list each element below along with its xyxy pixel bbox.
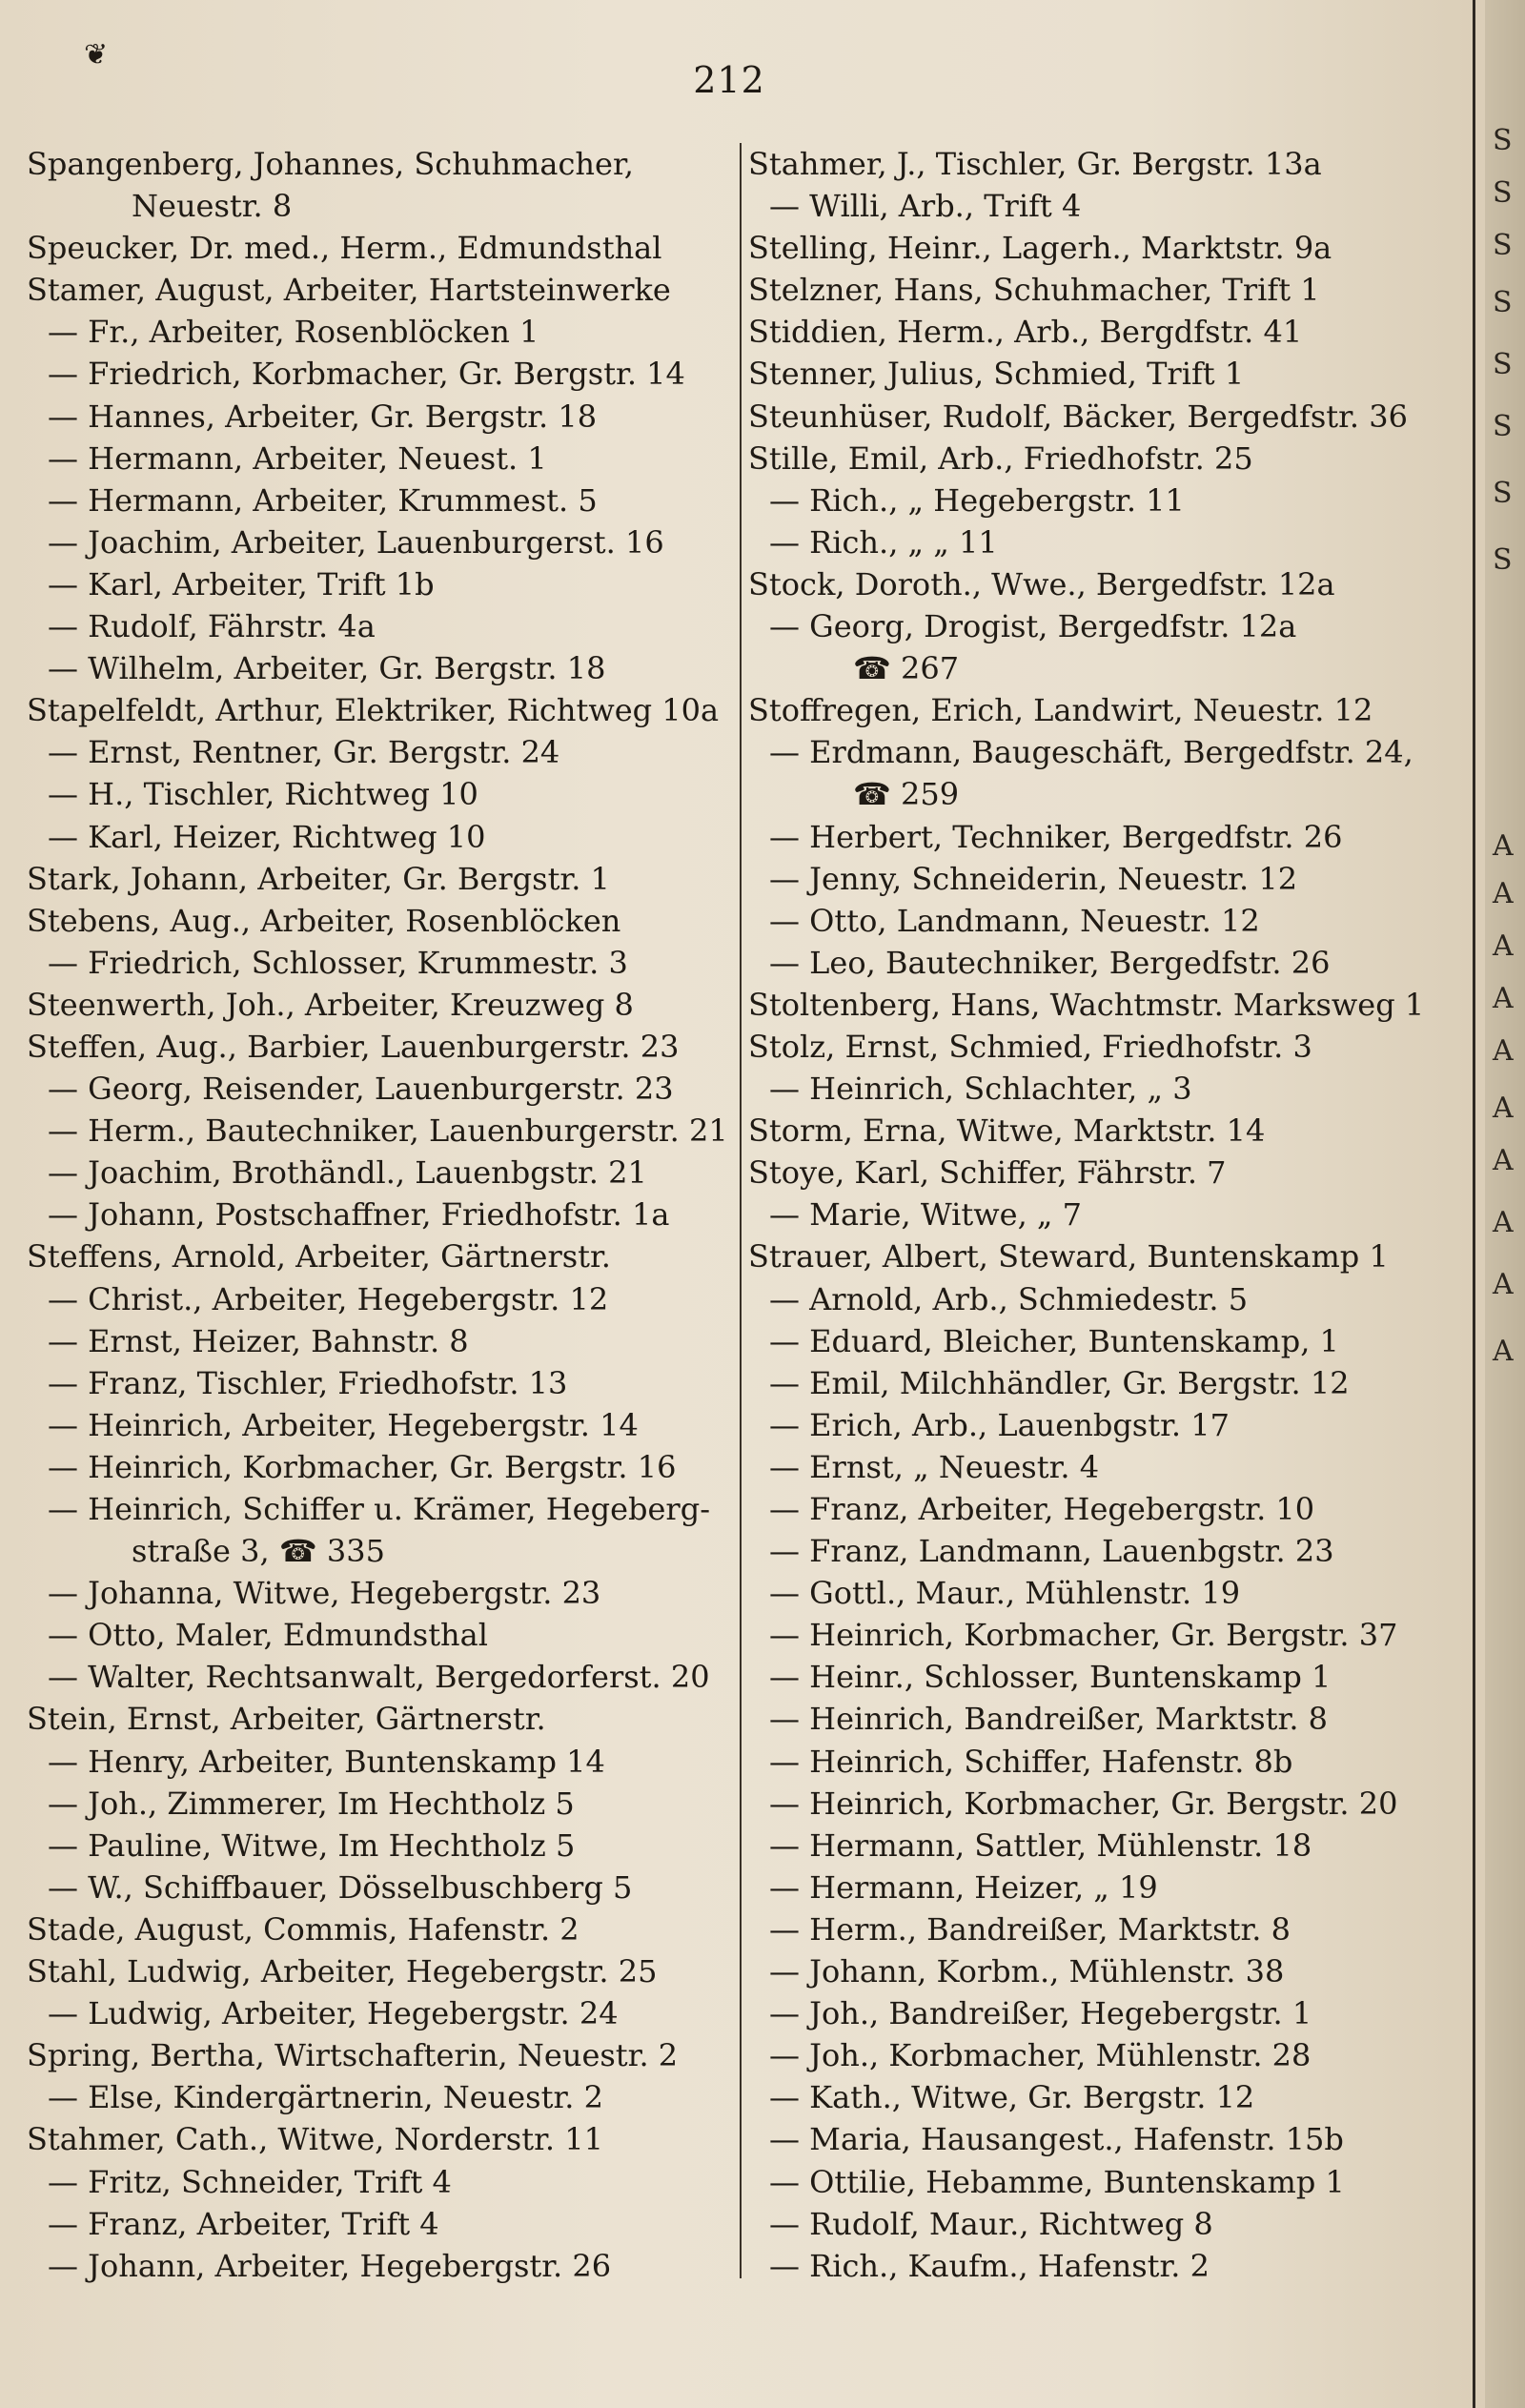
directory-entry: — Franz, Arbeiter, Trift 4 [48,2205,439,2242]
directory-entry: Storm, Erna, Witwe, Marktstr. 14 [748,1112,1266,1150]
directory-entry: — Heinrich, Bandreißer, Marktstr. 8 [769,1701,1329,1738]
edge-glyph: S [1493,543,1513,577]
directory-entry: — Hermann, Heizer, „ 19 [769,1868,1158,1906]
edge-glyph: A [1493,1206,1514,1239]
directory-entry: — Emil, Milchhändler, Gr. Bergstr. 12 [769,1364,1350,1401]
directory-entry: — Georg, Drogist, Bergedfstr. 12a [769,608,1297,645]
directory-entry: — Joh., Zimmerer, Im Hechtholz 5 [48,1785,575,1822]
directory-entry: — Hermann, Arbeiter, Neuest. 1 [48,439,547,477]
edge-glyph: S [1493,286,1513,319]
directory-entry: — Eduard, Bleicher, Buntenskamp, 1 [769,1322,1339,1359]
directory-entry: — Rudolf, Fährstr. 4a [48,608,376,645]
edge-glyph: A [1493,929,1514,963]
directory-entry: — Heinrich, Korbmacher, Gr. Bergstr. 37 [769,1617,1398,1654]
directory-entry: Stahmer, J., Tischler, Gr. Bergstr. 13a [748,146,1322,182]
directory-entry: — Heinrich, Schiffer u. Krämer, Hegeberg- [48,1491,711,1527]
directory-entry: — Joachim, Arbeiter, Lauenburgerst. 16 [48,523,664,561]
directory-entry: — Joachim, Brothändl., Lauenbgstr. 21 [48,1154,647,1192]
directory-entry: Stelzner, Hans, Schuhmacher, Trift 1 [748,272,1320,309]
directory-entry: Stoffregen, Erich, Landwirt, Neuestr. 12 [748,692,1373,729]
directory-entry: Speucker, Dr. med., Herm., Edmundsthal [27,230,662,267]
directory-entry: — Johann, Postschaffner, Friedhofstr. 1a [48,1196,670,1234]
directory-entry: — Hannes, Arbeiter, Gr. Bergstr. 18 [48,398,598,435]
edge-glyph: A [1493,1034,1514,1068]
edge-glyph: S [1493,124,1513,157]
page-edge-rule [1473,0,1475,2408]
edge-glyph: A [1493,982,1514,1015]
directory-entry: — Henry, Arbeiter, Buntenskamp 14 [48,1743,605,1780]
directory-entry: — Joh., Bandreißer, Hegebergstr. 1 [769,1995,1312,2032]
edge-glyph: A [1493,829,1514,863]
directory-entry: — Herm., Bandreißer, Marktstr. 8 [769,1910,1291,1948]
directory-entry: — H., Tischler, Richtweg 10 [48,776,478,813]
directory-entry: Stamer, August, Arbeiter, Hartsteinwerke [27,272,671,309]
directory-entry: Steffen, Aug., Barbier, Lauenburgerstr. 23 [27,1028,680,1065]
directory-entry: — Jenny, Schneiderin, Neuestr. 12 [769,860,1298,897]
edge-glyph: A [1493,1335,1514,1368]
directory-entry: — Pauline, Witwe, Im Hechtholz 5 [48,1826,576,1864]
edge-glyph: A [1493,1092,1514,1125]
directory-entry: — Johann, Korbm., Mühlenstr. 38 [769,1953,1285,1990]
edge-glyph: S [1493,410,1513,443]
directory-entry: — Georg, Reisender, Lauenburgerstr. 23 [48,1071,674,1108]
directory-entry: Stoye, Karl, Schiffer, Fährstr. 7 [748,1154,1227,1192]
edge-glyph: S [1493,176,1513,210]
directory-entry: — Ludwig, Arbeiter, Hegebergstr. 24 [48,1995,619,2032]
left-column [27,143,756,2287]
right-column [748,143,1487,2287]
directory-entry: — Hermann, Sattler, Mühlenstr. 18 [769,1826,1312,1864]
directory-entry: — Herbert, Techniker, Bergedfstr. 26 [769,818,1343,855]
directory-entry: — Otto, Landmann, Neuestr. 12 [769,902,1260,939]
directory-entry: — Rudolf, Maur., Richtweg 8 [769,2205,1213,2242]
directory-entry: — Franz, Landmann, Lauenbgstr. 23 [769,1533,1334,1570]
directory-entry: — Karl, Heizer, Richtweg 10 [48,818,486,855]
directory-entry: — Gottl., Maur., Mühlenstr. 19 [769,1575,1241,1612]
edge-glyph: S [1493,229,1513,262]
directory-entry: — Joh., Korbmacher, Mühlenstr. 28 [769,2037,1312,2074]
directory-entry: Steunhüser, Rudolf, Bäcker, Bergedfstr. 36 [748,398,1408,435]
directory-entry: — Marie, Witwe, „ 7 [769,1196,1083,1234]
directory-entry: — Friedrich, Korbmacher, Gr. Bergstr. 14 [48,356,685,393]
adjacent-page-edge [1485,0,1525,2408]
directory-entry: — Kath., Witwe, Gr. Bergstr. 12 [769,2079,1255,2116]
directory-entry: Stille, Emil, Arb., Friedhofstr. 25 [748,439,1253,477]
page-number: 212 [693,59,765,101]
edge-glyph: A [1493,1268,1514,1301]
directory-entry: — Erich, Arb., Lauenbgstr. 17 [769,1406,1230,1443]
directory-entry: Stolz, Ernst, Schmied, Friedhofstr. 3 [748,1028,1312,1065]
directory-entry: — Walter, Rechtsanwalt, Bergedorferst. 20 [48,1659,710,1696]
directory-entry: ☎ 259 [853,776,960,813]
directory-entry: — Christ., Arbeiter, Hegebergstr. 12 [48,1280,609,1317]
directory-entry: — Otto, Maler, Edmundsthal [48,1617,488,1654]
directory-entry: — Heinrich, Schiffer, Hafenstr. 8b [769,1743,1293,1780]
edge-glyph: S [1493,477,1513,510]
directory-entry: Stahmer, Cath., Witwe, Norderstr. 11 [27,2121,603,2158]
directory-entry: Strauer, Albert, Steward, Buntenskamp 1 [748,1238,1389,1275]
ink-blot-mark: ❦ [84,38,109,71]
directory-entry: — Karl, Arbeiter, Trift 1b [48,565,435,602]
directory-entry: Stock, Doroth., Wwe., Bergedfstr. 12a [748,565,1335,602]
directory-entry: Stark, Johann, Arbeiter, Gr. Bergstr. 1 [27,860,610,897]
directory-entry: Stahl, Ludwig, Arbeiter, Hegebergstr. 25 [27,1953,658,1990]
directory-entry: — Heinrich, Arbeiter, Hegebergstr. 14 [48,1406,639,1443]
directory-entry: — Rich., „ „ 11 [769,523,998,561]
directory-entry: Spring, Bertha, Wirtschafterin, Neuestr. 2 [27,2037,679,2074]
directory-entry: Neuestr. 8 [132,188,293,225]
edge-glyph: S [1493,348,1513,381]
directory-entry: — Ernst, „ Neuestr. 4 [769,1448,1100,1485]
directory-entry: — Arnold, Arb., Schmiedestr. 5 [769,1280,1249,1317]
directory-entry: — Friedrich, Schlosser, Krummestr. 3 [48,944,628,981]
directory-entry: — Willi, Arb., Trift 4 [769,188,1082,225]
directory-entry: — Maria, Hausangest., Hafenstr. 15b [769,2121,1344,2158]
directory-entry: — Fr., Arbeiter, Rosenblöcken 1 [48,314,539,351]
directory-entry: Stebens, Aug., Arbeiter, Rosenblöcken [27,902,621,939]
directory-entry: — Heinrich, Schlachter, „ 3 [769,1071,1192,1108]
directory-entry: — Franz, Arbeiter, Hegebergstr. 10 [769,1491,1315,1527]
directory-entry: — Else, Kindergärtnerin, Neuestr. 2 [48,2079,603,2116]
directory-entry: — Ernst, Rentner, Gr. Bergstr. 24 [48,734,560,771]
directory-entry: — Heinrich, Korbmacher, Gr. Bergstr. 20 [769,1785,1398,1822]
directory-entry: — Hermann, Arbeiter, Krummest. 5 [48,481,598,519]
directory-entry: — Fritz, Schneider, Trift 4 [48,2163,452,2200]
directory-entry: Stoltenberg, Hans, Wachtmstr. Marksweg 1 [748,986,1425,1023]
directory-entry: Stade, August, Commis, Hafenstr. 2 [27,1910,580,1948]
directory-entry: straße 3, ☎ 335 [132,1533,385,1570]
directory-entry: Stapelfeldt, Arthur, Elektriker, Richtweg 10a [27,692,720,729]
directory-entry: Stein, Ernst, Arbeiter, Gärtnerstr. [27,1701,546,1738]
directory-entry: — Rich., „ Hegebergstr. 11 [769,481,1185,519]
directory-entry: — Ottilie, Hebamme, Buntenskamp 1 [769,2163,1345,2200]
directory-entry: — Johann, Arbeiter, Hegebergstr. 26 [48,2247,612,2284]
directory-entry: Steffens, Arnold, Arbeiter, Gärtnerstr. [27,1238,611,1275]
column-divider [740,143,742,2278]
directory-entry: — Heinr., Schlosser, Buntenskamp 1 [769,1659,1332,1696]
directory-entry: Stelling, Heinr., Lagerh., Marktstr. 9a [748,230,1332,267]
directory-entry: — Johanna, Witwe, Hegebergstr. 23 [48,1575,601,1612]
directory-entry: — W., Schiffbauer, Dösselbuschberg 5 [48,1868,633,1906]
edge-glyph: A [1493,877,1514,910]
directory-entry: — Franz, Tischler, Friedhofstr. 13 [48,1364,568,1401]
directory-entry: — Rich., Kaufm., Hafenstr. 2 [769,2247,1210,2284]
directory-entry: Spangenberg, Johannes, Schuhmacher, [27,146,634,182]
directory-entry: — Erdmann, Baugeschäft, Bergedfstr. 24, [769,734,1413,771]
directory-entry: — Ernst, Heizer, Bahnstr. 8 [48,1322,469,1359]
directory-entry: Stenner, Julius, Schmied, Trift 1 [748,356,1245,393]
directory-entry: — Wilhelm, Arbeiter, Gr. Bergstr. 18 [48,650,606,687]
directory-entry: Stiddien, Herm., Arb., Bergdfstr. 41 [748,314,1303,351]
directory-entry: — Herm., Bautechniker, Lauenburgerstr. 21 [48,1112,728,1150]
edge-glyph: A [1493,1144,1514,1177]
directory-entry: — Leo, Bautechniker, Bergedfstr. 26 [769,944,1331,981]
directory-entry: ☎ 267 [853,650,960,687]
directory-entry: Steenwerth, Joh., Arbeiter, Kreuzweg 8 [27,986,634,1023]
directory-entry: — Heinrich, Korbmacher, Gr. Bergstr. 16 [48,1448,677,1485]
